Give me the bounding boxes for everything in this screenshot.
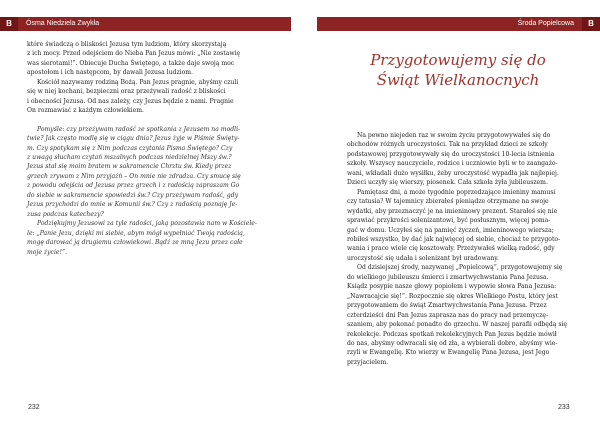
text-line: m. Czy spotykam się z Nim podczas czytania Pisma Świętego? Czy [27, 144, 233, 152]
text-line: Pomyśle: czy przeżywam radość ze spotkania z Jezusem na modli- [37, 125, 241, 133]
text-line: wania i prace wiele cię kosztowały. Przeżywałeś wielką radość, gdy [347, 245, 555, 253]
text-line: On rozmawiać z każdym człowiekiem. [27, 107, 144, 115]
text-line: mogę darować ją drugiemu człowiekowi. Bądź ze mną Jezu przez całe [27, 239, 243, 247]
text-line: podstawowej przygotowywały się do uroczystości 10-lecia istnienia [347, 150, 555, 158]
text-line: sprawiać przykrości solenizantowi, być posłusznym, więcej poma- [347, 217, 551, 225]
text-line: Dzieci uczyły się wierszy, piosenek. Cała szkoła żyła jubileuszem. [347, 179, 548, 187]
text-line: Jezus przychodzi do mnie w Komunii św.? Czy z radością poznaję Je- [27, 201, 238, 209]
text-line: szkoły. Wszyscy nauczyciele, rodzice i uczniowie byli w to zaangażo- [347, 160, 558, 168]
right-page [300, 0, 600, 427]
text-line: Kościół nazywamy rodziną Bożą. Pan Jezus pragnie, abyśmy czuli [37, 78, 239, 86]
chapter-title-line: Świąt Wielkanocnych [376, 71, 540, 89]
chapter-title-line: Przygotowujemy się do [370, 51, 546, 69]
text-line: przyjacielem. [347, 358, 389, 366]
text-line: Jezus stał się moim bratem w sakramencie Chrztu św. Kiedy przez [27, 163, 232, 171]
text-line: uroczystość się udała i solenizant był uradowany. [347, 254, 499, 262]
text-line: do siebie w sakramencie spowiedzi św.? Czy przeżywam radość, gdy [27, 191, 239, 199]
text-line: grzech zrywam z Nim przyjaźń – On mnie nie zdradza. Czy smucę się [27, 172, 241, 180]
text-line: robiłeś wszystko, by dać jak najwięcej od siebie, chociaż te przygoto- [347, 235, 561, 243]
text-line: twie? Jak często modlę się w ciągu dnia? Jezus żyje w Piśmie Święty- [27, 135, 240, 143]
text-line: was sierotami!”. Obiecuje Ducha Świętego, a także daje swoją moc [27, 59, 235, 67]
left-header-bar [0, 17, 291, 31]
text-line: Na pewno niejeden raz w swoim życiu przygotowywałeś się do [357, 132, 551, 139]
section-title: Środa Popielcowa [517, 20, 574, 27]
page-number: 233 [558, 404, 570, 411]
text-line: do wielkiego jubileuszu śmierci i zmartwychwstania Pana Jezusa. [347, 273, 549, 281]
chapter-title [348, 50, 568, 90]
text-line: z uwagą słucham czytań mszalnych podczas niedzielnej Mszy św.? [27, 153, 232, 161]
text-line: „Nawracajcie się!”. Rozpocznie się okres Wielkiego Postu, który jest [347, 292, 558, 300]
text-line: gać w domu. Uczyłeś się na pamięć życzeń, imieninowego wiersza; [347, 226, 554, 234]
text-line: czy tatusia? W tajemnicy zbierałeś pieniądze otrzymane na swoje [347, 198, 549, 206]
text-line: rekolekcje. Podczas spotkań rekolekcyjnych Pan Jezus będzie mówił [347, 330, 557, 338]
text-line: moje życie!”. [27, 248, 68, 256]
right-header-bar [317, 17, 600, 31]
text-line: i obecności Jezusa. Od nas zależy, czy Jezus będzie z nami. Pragnie [27, 97, 234, 105]
text-line: do nas, abyśmy odwracali się od zła, a wybierali dobro, abyśmy wie- [347, 339, 558, 347]
text-line: Od dzisiejszej środy, nazywanej „Popielcową”, przygotowujemy się [357, 264, 563, 272]
text-line: się w niej kochani, bezpieczni oraz przeżywali radość z bliskości [27, 88, 226, 96]
text-line: apostołom i ich następcom, by dawali Jezusa ludziom. [27, 69, 193, 77]
text-line: czterdzieści dni Pan Jezus zaprasza nas do pracy nad przemyczę- [347, 311, 549, 319]
part-badge: B [0, 17, 18, 31]
text-line: Pamiętasz dni, a może tygodnie poprzedzające imieniny mamusi [357, 188, 556, 196]
text-line: które świadczą o bliskości Jezusa tym ludziom, który skorzystają [27, 41, 227, 48]
text-line: przygotowaniem do świąt Zmartwychwstania Pana Jezusa. Przez [347, 302, 547, 310]
text-line: z powodu odejścia od Jezusa przez grzech i z radością zapraszam Go [27, 182, 240, 190]
section-title: Ósma Niedziela Zwykła [26, 20, 100, 27]
text-line: zusa podczas katechezy? [27, 210, 104, 218]
text-line: obchodów różnych uroczystości. Tak na przykład dzieci ze szkoły [347, 141, 548, 149]
paragraph-gap [27, 116, 276, 125]
page-number: 232 [28, 404, 40, 411]
text-line: z ich mocy. Przed odejściem do Nieba Pan Jezus mówi: „Nie zostawię [27, 50, 241, 58]
text-line: le: „Panie Jezu, dzięki mi siebie, abym mógł wypełniać Twoją radością, [27, 229, 245, 237]
text-line: Ksiądz posypie nasze głowy popiołem i wypowie słowa Pana Jezusa: [347, 283, 557, 291]
left-body-text [27, 40, 276, 257]
text-line: wani, wkładali dużo wysiłku, żeby uroczystość wypadła jak najlepiej. [347, 169, 559, 177]
right-body-text [347, 131, 583, 367]
text-line: wydatki, aby przeznaczyć je na imieninowy prezent. Starałeś się nie [347, 207, 558, 215]
text-line: rzyli w Ewangelię. Kto wierzy w Ewangelię Pana Jezusa, jest Jego [347, 349, 550, 357]
text-line: szaniem, aby pokonać ponadto do grzechu. W naszej parafii odbędą się [347, 321, 567, 329]
part-badge: B [582, 17, 600, 31]
text-line: Podziękujmy Jezusowi za tyle radości, jaką pozostawia nam w Kościele- [37, 220, 257, 228]
